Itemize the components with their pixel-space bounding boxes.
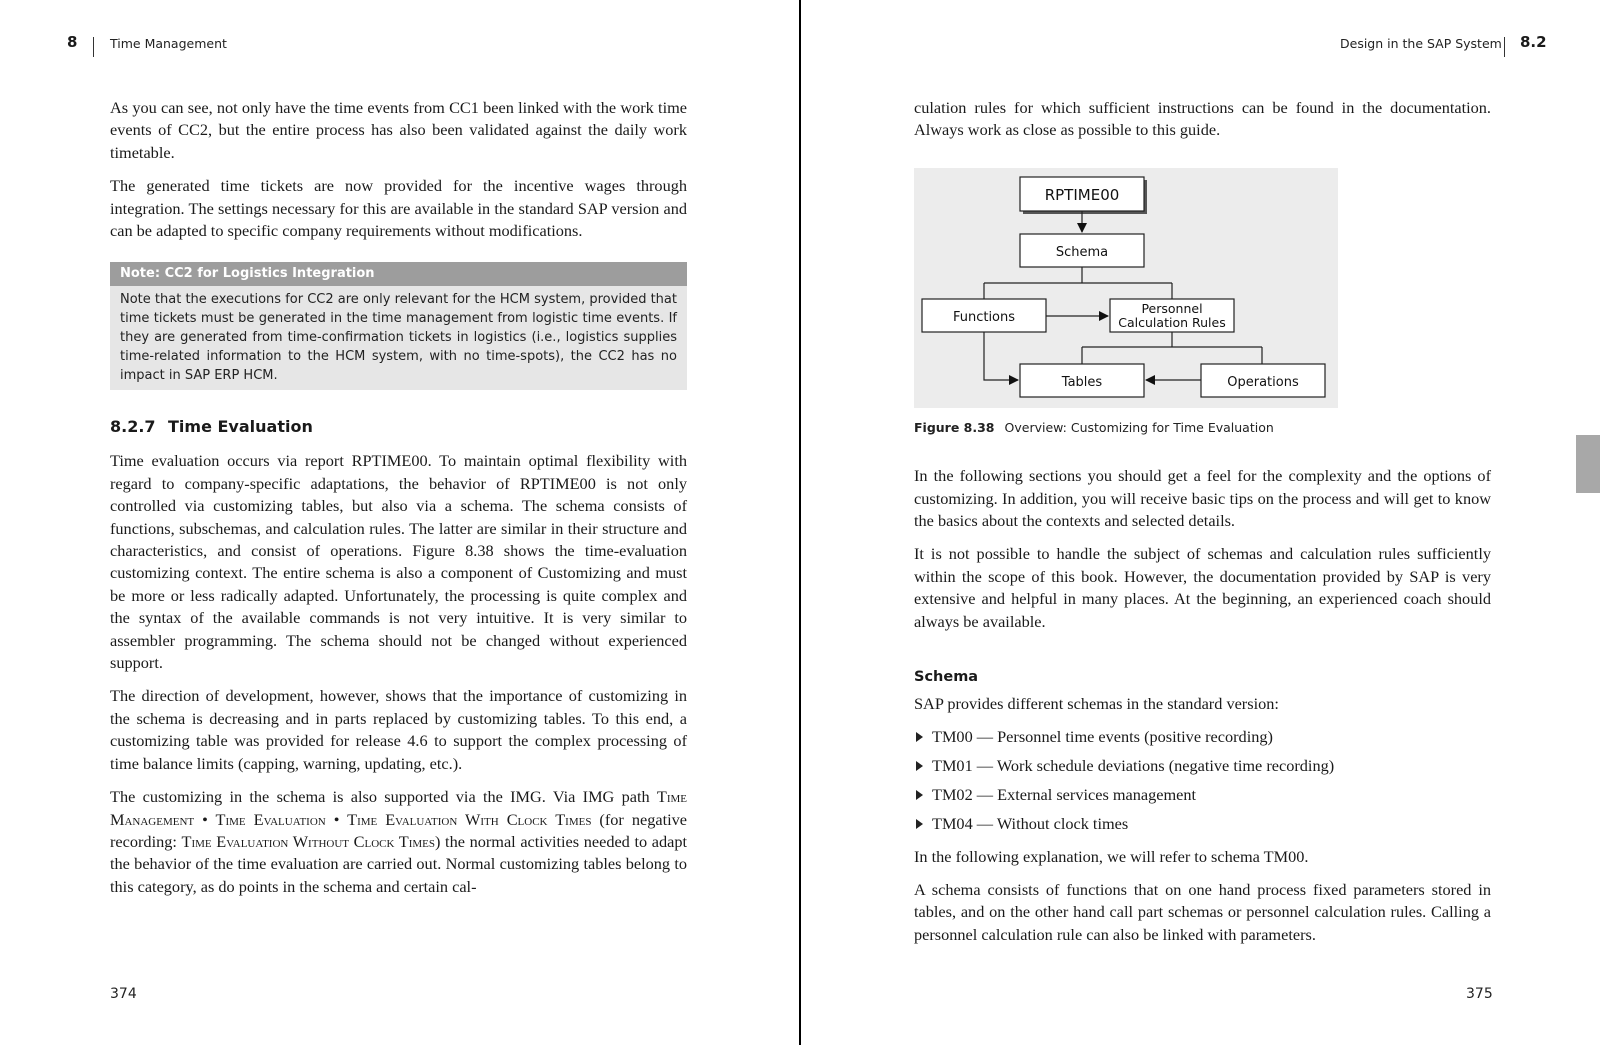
note-title: Note: CC2 for Logistics Integration	[110, 262, 687, 286]
img-path-negative: Time Evaluation Without Clock Times	[181, 831, 435, 851]
section-number: 8.2.7	[110, 417, 156, 437]
paragraph: A schema consists of functions that on one hand process fixed parameters stored in tables, and on the other hand call part schemas or personnel calculation rules. Calling a personnel calculation rule can also be linked with parameters.	[914, 880, 1491, 944]
paragraph: The generated time tickets are now provided for the incentive wages through integration. The settings necessary for this are available in the standard SAP version and can be adapted to specific company requirements without modifications.	[110, 176, 687, 241]
running-head: Time Management	[110, 36, 227, 51]
bullet-triangle-icon	[916, 790, 923, 800]
paragraph: In the following explanation, we will refer to schema TM00.	[914, 846, 1309, 866]
bullet-triangle-icon	[916, 732, 923, 742]
rptime-label: RPTIME00	[1044, 185, 1120, 204]
left-text-column	[110, 97, 687, 909]
figure-diagram	[914, 168, 1338, 408]
paragraph: It is not possible to handle the subject of schemas and calculation rules sufficiently within the scope of this book. However, the documentation provided by SAP is very extensive and helpful in many places. At the beginning, an experienced coach should always be available.	[914, 544, 1491, 631]
section-number: 8.2	[1520, 33, 1547, 51]
paragraph: In the following sections you should get a feel for the complexity and the options of customizing. In addition, you will receive basic tips on the process and will get to know the basics about the contexts and selected details.	[914, 466, 1491, 531]
section-title: Time Evaluation	[168, 417, 313, 437]
list-item: TM00 — Personnel time events (positive recording)	[914, 726, 1491, 748]
thumb-index-tab	[1576, 435, 1600, 493]
schema-list	[914, 726, 1491, 835]
header-divider	[1504, 37, 1505, 57]
tables-label: Tables	[1061, 374, 1103, 390]
paragraph: Time evaluation occurs via report RPTIME00. To maintain optimal flexibility with regard to company-specific adaptations, the behavior of RPTIME00 is not only controlled via customizing tables, but also via a schema. The schema consists of functions, subschemas, and calculation rules. The latter are similar in their structure and characteristics, and consist of operations. Figure 8.38 shows the time-evaluation customizing context. The entire schema is also a component of Customizing and must be more or less radically adapted. Unfortunately, the processing is quite complex and the syntax of the available commands is not very intuitive. It is very similar to assembler programming. The schema should not be changed without experienced support.	[110, 451, 687, 673]
note-box	[110, 262, 687, 390]
right-text-column	[914, 97, 1491, 957]
pcr-label-line1: Personnel	[1141, 300, 1203, 316]
list-item: TM01 — Work schedule deviations (negative time recording)	[914, 755, 1491, 777]
paragraph: culation rules for which sufficient instructions can be found in the documentation. Always work as close as possible to this guide.	[914, 98, 1491, 140]
figure-caption-text: Overview: Customizing for Time Evaluation	[1004, 419, 1274, 435]
subheading-schema: Schema	[914, 669, 979, 686]
customizing-diagram	[914, 168, 1338, 408]
figure-label: Figure 8.38	[914, 419, 995, 435]
section-heading	[110, 416, 687, 438]
paragraph-img-path: The customizing in the schema is also supported via the IMG. Via IMG path Time Management • Time Evaluation • Time Evaluation With Clock Times (for negative recording: Time Evaluation Without Clock Times) the normal activities needed to adapt the behavior of the time evaluation are carried out. Normal customizing tables belong to this category, as do points in the schema and certain cal-	[110, 787, 688, 896]
chapter-number: 8	[67, 33, 78, 51]
arrow-functions-tables	[984, 332, 1018, 380]
paragraph: SAP provides different schemas in the standard version:	[914, 694, 1279, 714]
operations-label: Operations	[1227, 374, 1299, 390]
paragraph: The direction of development, however, shows that the importance of customizing in the schema is decreasing and in parts replaced by customizing tables. To this end, a customizing table was provided for release 4.6 to support the complex processing of time balance limits (capping, warning, updating, etc.).	[110, 686, 687, 773]
figure-caption	[914, 417, 1491, 439]
page-number: 374	[110, 986, 137, 1002]
right-page	[802, 0, 1600, 1045]
schema-label: Schema	[1055, 244, 1109, 260]
book-spine	[799, 0, 801, 1045]
img-path: Time Management • Time Evaluation • Time Evaluation With Clock Times	[110, 787, 687, 829]
list-item: TM04 — Without clock times	[914, 813, 1491, 835]
header-divider	[93, 37, 94, 57]
bullet-triangle-icon	[916, 819, 923, 829]
paragraph: As you can see, not only have the time events from CC1 been linked with the work time events of CC2, but the entire process has also been validated against the daily work timetable.	[110, 98, 687, 162]
list-item: TM02 — External services management	[914, 784, 1491, 806]
running-head: Design in the SAP System	[1340, 36, 1502, 51]
functions-label: Functions	[952, 309, 1016, 325]
note-body: Note that the executions for CC2 are only relevant for the HCM system, provided that time tickets must be generated in the time management from logistic time events. If they are generated from time-confirmation tickets in logistics (i.e., logistics supplies time-related information to the HCM system, with no time-spots), the CC2 has no impact in SAP ERP HCM.	[120, 292, 677, 383]
pcr-label-line2: Calculation Rules	[1118, 314, 1226, 330]
page-number: 375	[1466, 986, 1493, 1002]
bullet-triangle-icon	[916, 761, 923, 771]
